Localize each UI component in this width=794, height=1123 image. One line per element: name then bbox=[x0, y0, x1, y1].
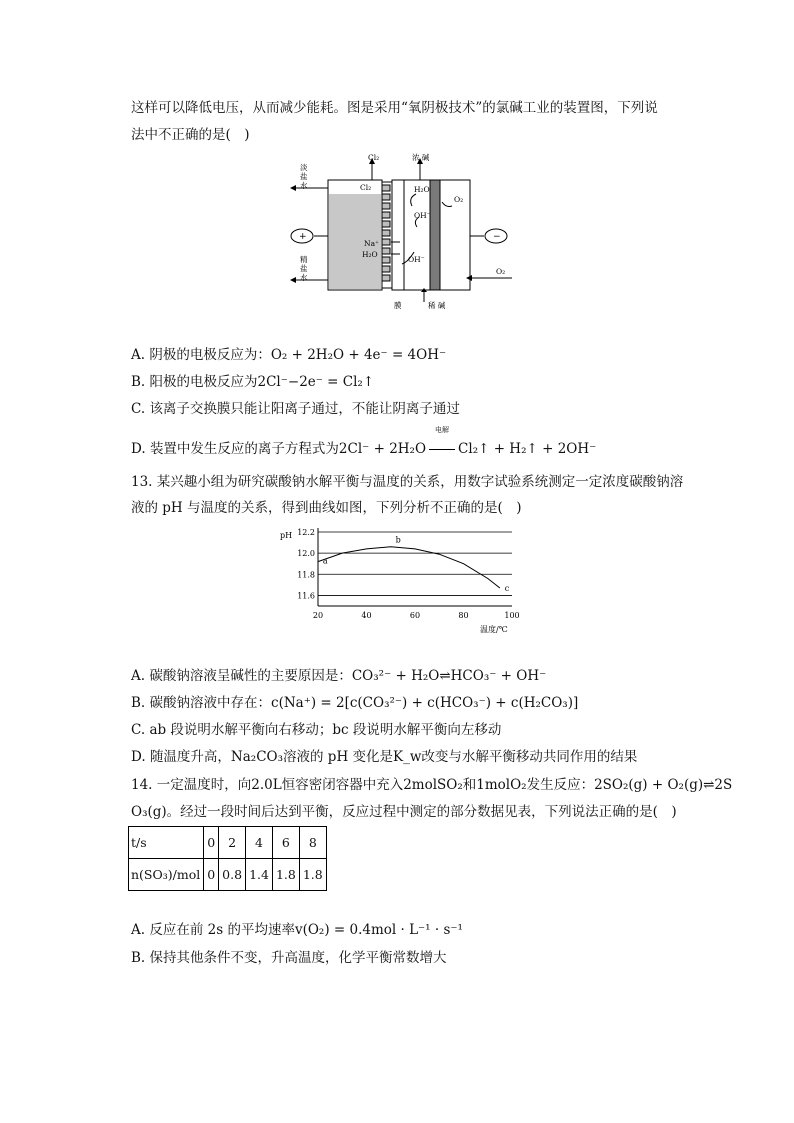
y-tick-label: 11.6 bbox=[297, 591, 315, 601]
cathode-chamber bbox=[404, 180, 430, 290]
q13-option-a: A. 碳酸钠溶液呈碱性的主要原因是：CO₃²⁻ + H₂O⇌HCO₃⁻ + OH⁻ bbox=[131, 668, 547, 684]
label-oh-inner: OH⁻ bbox=[414, 211, 431, 220]
q14-option-b: B. 保持其他条件不变，升高温度，化学平衡常数增大 bbox=[131, 950, 447, 966]
label-refined-brine: 精盐水 bbox=[300, 255, 308, 282]
y-tick-label: 12.2 bbox=[297, 528, 315, 537]
label-na-ion: Na⁺ bbox=[364, 239, 379, 248]
q13-option-d: D. 随温度升高，Na₂CO₃溶液的 pH 变化是K_w改变与水解平衡移动共同作用的结果 bbox=[131, 749, 638, 765]
oxygen-cathode-plate bbox=[430, 180, 440, 290]
q14-data-table bbox=[128, 826, 327, 891]
ph-temperature-chart bbox=[280, 522, 520, 637]
q12-option-b: B. 阳极的电极反应为2Cl⁻−2e⁻ = Cl₂↑ bbox=[131, 374, 375, 390]
label-h2o-lower: H₂O bbox=[362, 250, 378, 259]
table-cell: 8 bbox=[299, 827, 326, 859]
chart-grid bbox=[318, 528, 512, 606]
x-tick-label: 20 bbox=[312, 611, 324, 620]
label-dilute-base: 稀 碱 bbox=[428, 301, 446, 310]
q12-option-d: D. 装置中发生反应的离子方程式为2Cl⁻ + 2H₂O 电解 Cl₂↑ + H₂↑ + 2OH⁻ bbox=[131, 426, 597, 457]
x-tick-label: 80 bbox=[458, 611, 469, 620]
label-cl2-top: Cl₂ bbox=[368, 153, 380, 162]
table-cell: 6 bbox=[272, 827, 299, 859]
label-o2-bottom: O₂ bbox=[496, 267, 506, 276]
table-cell: 0 bbox=[204, 859, 219, 891]
q13-option-c: C. ab 段说明水解平衡向右移动；bc 段说明水解平衡向左移动 bbox=[131, 722, 502, 738]
point-label-b: b bbox=[395, 535, 401, 545]
q13-option-b: B. 碳酸钠溶液中存在：c(Na⁺) = 2[c(CO₃²⁻) + c(HCO₃⁻) + c(H₂CO₃)] bbox=[131, 695, 579, 711]
x-tick-label: 60 bbox=[409, 611, 421, 620]
table-row-label: n(SO₃)/mol bbox=[129, 859, 204, 891]
anode-electrode bbox=[382, 182, 392, 288]
table-cell: 1.8 bbox=[272, 859, 299, 891]
table-cell: 4 bbox=[246, 827, 273, 859]
ion-membrane bbox=[392, 180, 404, 290]
q12-option-c: C. 该离子交换膜只能让阳离子通过，不能让阴离子通过 bbox=[131, 401, 460, 417]
table-cell: 1.4 bbox=[246, 859, 273, 891]
q13-stem-line1: 13. 某兴趣小组为研究碳酸钠水解平衡与温度的关系，用数字试验系统测定一定浓度碳酸钠溶 bbox=[131, 474, 684, 490]
chart-ylabel: pH bbox=[280, 531, 293, 540]
y-tick-label: 12.0 bbox=[297, 549, 315, 559]
q14-stem-line1: 14. 一定温度时，向2.0L恒容密闭容器中充入2molSO₂和1molO₂发生反应：2SO₂(g) + O₂(g)⇌2S bbox=[131, 777, 733, 793]
table-cell: 0 bbox=[204, 827, 219, 859]
q12-intro-line1: 这样可以降低电压，从而减少能耗。图是采用“氧阴极技术”的氯碱工业的装置图，下列说 bbox=[131, 100, 658, 116]
table-cell: 1.8 bbox=[299, 859, 326, 891]
label-cl2-inner: Cl₂ bbox=[360, 183, 372, 192]
label-plus: + bbox=[299, 232, 307, 242]
label-h2o-inner: H₂O bbox=[414, 185, 430, 194]
chart-annotations bbox=[323, 536, 510, 594]
table-row-label: t/s bbox=[129, 827, 204, 859]
q14-stem-line2: O₃(g)。经过一段时间后达到平衡，反应过程中测定的部分数据见表，下列说法正确的是( ) bbox=[131, 804, 677, 820]
x-tick-label: 100 bbox=[504, 611, 520, 620]
q12-option-a: A. 阴极的电极反应为：O₂ + 2H₂O + 4e⁻ = 4OH⁻ bbox=[131, 347, 447, 363]
q14-option-a: A. 反应在前 2s 的平均速率v(O₂) = 0.4mol · L⁻¹ · s⁻¹ bbox=[131, 922, 463, 938]
table-row bbox=[129, 859, 327, 891]
label-o2-inner: O₂ bbox=[454, 195, 464, 204]
table-cell: 2 bbox=[219, 827, 246, 859]
label-concentrated-base: 浓 碱 bbox=[412, 153, 430, 162]
q12-intro-line2: 法中不正确的是( ) bbox=[131, 127, 250, 143]
table-row bbox=[129, 827, 327, 859]
x-tick-label: 40 bbox=[361, 611, 372, 620]
label-oh-lower: OH⁻ bbox=[408, 255, 425, 264]
label-dilute-brine: 淡盐水 bbox=[300, 163, 308, 190]
table-cell: 0.8 bbox=[219, 859, 246, 891]
chart-xlabel: 温度/℃ bbox=[480, 625, 508, 634]
electrolysis-condition: 电解 bbox=[435, 426, 450, 434]
label-membrane: 膜 bbox=[394, 301, 402, 310]
label-minus: − bbox=[493, 232, 501, 242]
point-label-a: a bbox=[322, 556, 328, 566]
point-label-c: c bbox=[504, 584, 510, 594]
q13-stem-line2: 液的 pH 与温度的关系，得到曲线如图，下列分析不正确的是( ) bbox=[131, 500, 522, 516]
y-tick-label: 11.8 bbox=[297, 570, 315, 580]
electrolysis-apparatus-figure bbox=[284, 152, 516, 312]
